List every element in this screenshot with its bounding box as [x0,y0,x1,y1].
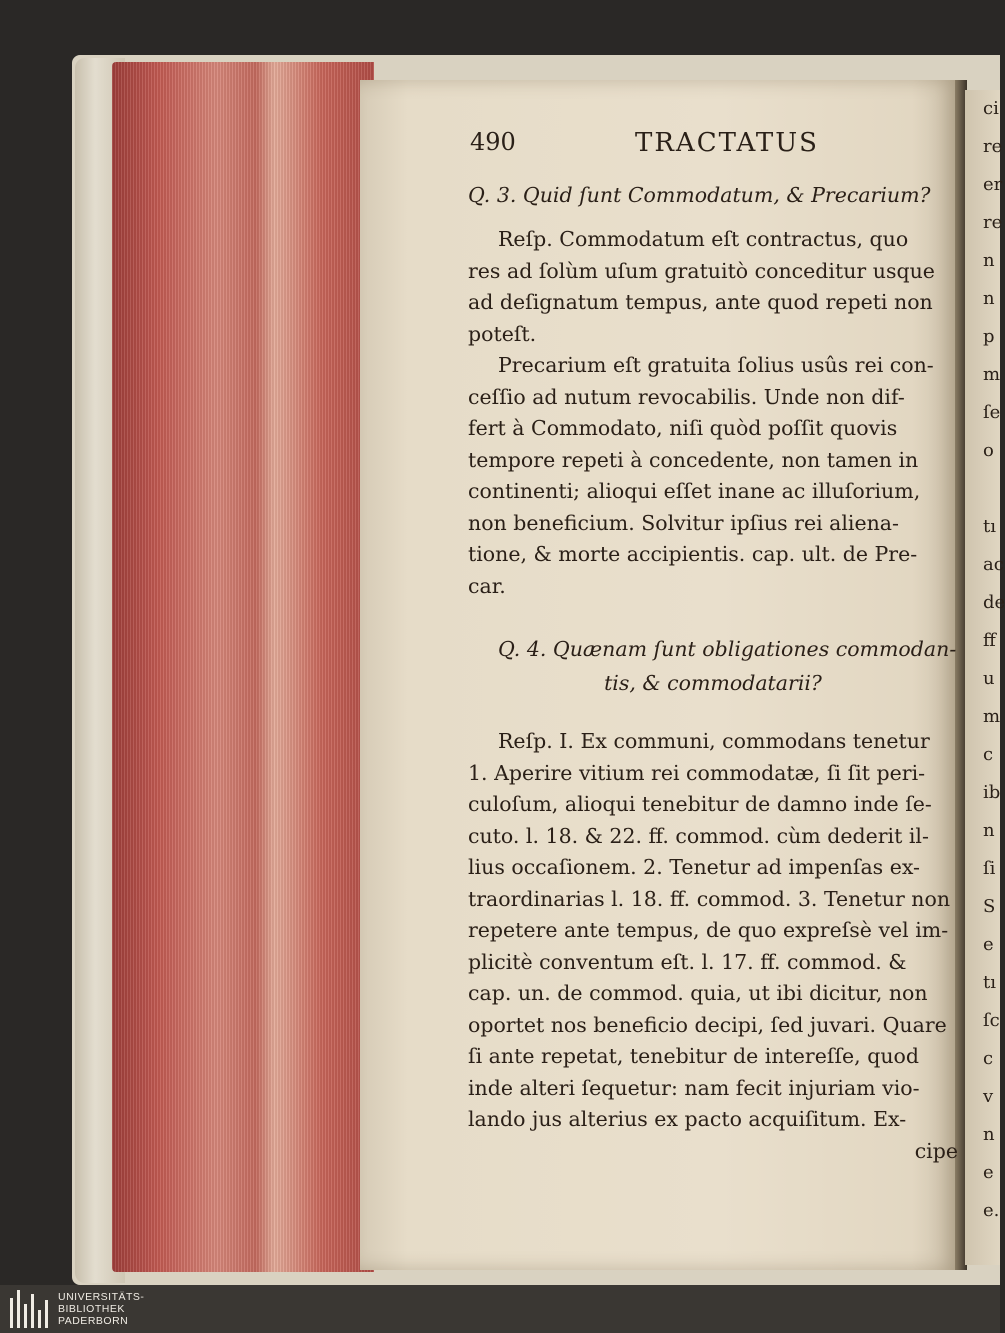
right-page-fragment-line: c [983,1048,994,1069]
question-4-title [468,632,958,700]
running-title: TRACTATUS [635,128,819,158]
right-page-fragment-line: S [983,896,996,917]
text-line: fert à Commodato, niſi quòd poſſit quovis [468,416,898,440]
right-page-fragment-line: de [983,592,1005,613]
text-line: ad deſignatum tempus, ante quod repeti non [468,290,933,314]
text-line: oportet nos beneficio decipi, ſed juvari. Quare [468,1012,947,1037]
catchword: cipe [914,1138,958,1163]
page-header [470,128,950,160]
right-page-fragment-line: u [983,668,995,689]
right-page-fragment-line: n [983,1124,995,1145]
text-line: ſi ante repetat, tenebitur de intereſſe, quod [468,1044,919,1068]
right-page-fragment-line: ff [983,630,996,651]
right-page-fragment-line: m [983,364,1001,385]
library-logo-icon [10,1290,50,1328]
logo-line: BIBLIOTHEK [58,1303,125,1315]
library-logo-text [58,1291,144,1327]
text-line: plicitè conventum eſt. l. 17. ff. commod. & [468,949,907,974]
right-page-fragment-line: ib [983,782,1001,803]
title-line: tis, & commodatarii? [604,671,822,695]
right-page-fragment-line: e. [983,1200,1000,1221]
text-line: Precarium eſt gratuita ſolius usûs rei con- [498,353,934,377]
right-page-fragment-line: o [983,440,994,461]
right-page-fragment-line: er [983,174,1003,195]
precarium-paragraph [468,350,958,602]
text-line: car. [468,573,506,598]
text-line: Reſp. Commodatum eſt contractus, quo [498,227,909,251]
right-page-fragment-line [965,470,1000,508]
text-line: cuto. l. 18. & 22. ff. commod. cùm dederit il- [468,823,929,848]
logo-line: PADERBORN [58,1315,129,1327]
text-line: Reſp. I. Ex communi, commodans tenetur [498,729,930,753]
question-3-response [468,224,958,350]
right-page-fragment-line: v [983,1086,994,1107]
text-line: lius occaſionem. 2. Tenetur ad impenſas ex- [468,855,920,879]
text-line: cap. un. de commod. quia, ut ibi dicitur, non [468,981,928,1005]
question-4-response [468,726,958,1167]
right-page-fragment-line: re [983,212,1003,233]
text-line: tempore repeti à concedente, non tamen in [468,447,919,472]
text-line: traordinarias l. 18. ff. commod. 3. Tenetur non [468,886,951,911]
right-page-fragment-line: n [983,820,995,841]
right-page-fragment-line: ac [983,554,1004,575]
text-line: non beneficium. Solvitur ipſius rei aliena- [468,510,899,535]
page-text [468,178,958,1167]
text-line: poteſt. [468,321,537,346]
right-page-fragment-line: c [983,744,994,765]
page-number: 490 [470,128,516,156]
right-page-fragment-line: re [983,136,1003,157]
text-line: repetere ante tempus, de quo expreſsè vel im- [468,918,949,942]
page-block-red-edge [112,62,374,1272]
right-page-fragment-line: ci [983,98,999,119]
right-page-fragment-line: e [983,934,994,955]
text-line: continenti; alioqui eſſet inane ac illuſorium, [468,479,921,503]
right-page-fragment-line: tı [983,972,996,993]
right-page-fragment-line: ſc [983,1010,1000,1031]
right-page-fragment [965,90,1005,1265]
right-page-fragment-line: n [983,250,995,271]
right-page-fragment-line: p [983,326,995,347]
right-page-fragment-line: m [983,706,1001,727]
text-line: culoſum, alioqui tenebitur de damno inde ſe- [468,792,932,816]
footer-bar [0,1285,1000,1333]
right-page-fragment-line: ſi [983,858,996,879]
text-line: 1. Aperire vitium rei commodatæ, ſi ſit peri- [468,760,926,785]
text-line: inde alteri ſequetur: nam fecit injuriam vio- [468,1075,920,1100]
text-line: tione, & morte accipientis. cap. ult. de Pre- [468,542,918,566]
text-line: ceſſio ad nutum revocabilis. Unde non dif- [468,384,905,409]
question-3-title: Q. 3. Quid ſunt Commodatum, & Precarium? [468,183,931,207]
title-line: Q. 4. Quænam ſunt obligationes commodan- [498,637,957,661]
right-page-fragment-line: ſe [983,402,1001,423]
text-line: lando jus alterius ex pacto acquiſitum. Ex- [468,1107,907,1131]
text-line: res ad ſolùm uſum gratuitò conceditur usque [468,258,935,283]
right-page-fragment-line: n [983,288,995,309]
right-page-fragment-line: e [983,1162,994,1183]
logo-line: UNIVERSITÄTS- [58,1291,145,1303]
right-page-fragment-line: tı [983,516,996,537]
